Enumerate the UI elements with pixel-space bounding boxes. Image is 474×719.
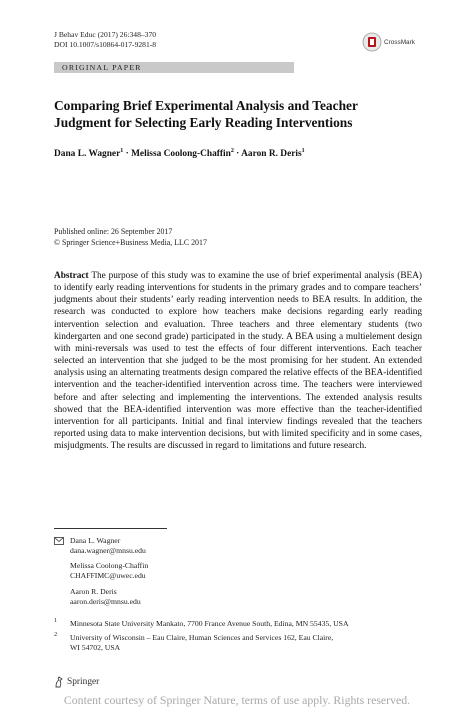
publisher-name: Springer	[67, 677, 100, 687]
author-separator: ·	[236, 149, 240, 159]
author-name[interactable]: Melissa Coolong-Chaffin	[131, 149, 231, 159]
author-separator: ·	[125, 149, 129, 159]
affiliation: Minnesota State University Mankato, 7700 France Avenue South, Edina, MN 55435, USA	[70, 619, 349, 628]
contact-block	[70, 587, 141, 607]
contact-block	[70, 536, 146, 556]
contact-name: Dana L. Wagner	[70, 536, 121, 545]
author-affiliation-mark: 2	[230, 147, 234, 154]
crossmark-icon	[362, 32, 382, 52]
footer-notice: Content courtesy of Springer Nature, terms of use apply. Rights reserved.	[63, 693, 411, 707]
contact-email[interactable]: aaron.deris@mnsu.edu	[70, 597, 141, 606]
author-name[interactable]: Aaron R. Deris	[241, 149, 302, 159]
publisher-logo	[54, 676, 99, 688]
contact-email[interactable]: dana.wagner@mnsu.edu	[70, 546, 146, 555]
abstract-heading: Abstract	[54, 271, 89, 281]
affiliation-line: University of Wisconsin – Eau Claire, Human Sciences and Services 162, Eau Claire,	[70, 633, 334, 642]
crossmark-label: CrossMark	[384, 38, 415, 46]
contact-name: Aaron R. Deris	[70, 587, 117, 596]
publication-info	[54, 227, 207, 248]
affiliation-number: 2	[54, 631, 58, 638]
contact-block	[70, 561, 148, 581]
title-line: Comparing Brief Experimental Analysis and Teacher	[54, 98, 358, 113]
crossmark-badge[interactable]	[362, 29, 424, 55]
footnote-divider	[54, 528, 167, 529]
author-list	[54, 148, 434, 160]
affiliation-number: 1	[54, 617, 58, 624]
doi[interactable]: DOI 10.1007/s10864-017-9281-8	[54, 40, 157, 49]
affiliation	[70, 633, 333, 653]
author-name[interactable]: Dana L. Wagner	[54, 149, 121, 159]
paper-title	[54, 97, 414, 131]
affiliation-line: WI 54702, USA	[70, 643, 121, 652]
author-affiliation-mark: 1	[120, 147, 124, 154]
section-label: ORIGINAL PAPER	[62, 63, 142, 72]
springer-horse-icon	[54, 676, 64, 688]
author-affiliation-mark: 1	[301, 147, 305, 154]
contact-email[interactable]: CHAFFIMC@uwec.edu	[70, 571, 146, 580]
title-line: Judgment for Selecting Early Reading Interventions	[54, 115, 353, 130]
abstract	[54, 270, 422, 452]
envelope-icon	[54, 537, 64, 545]
abstract-text: The purpose of this study was to examine the use of brief experimental analysis (BEA) to identify early reading interventions for students in the primary grades and to compare teachers’ judgments about their students’ early reading intervention needs to BEA results. In addition, the research was conducted to explore how teachers make decisions regarding early reading intervention selection and evaluation. Three teachers and three elementary students (two kindergarten and one second grade) participated in the study. A BEA using a multielement design with mini-reversals was used to test the effects of four different interventions. Each teacher selected an intervention that she judged to be the most promising for her student. An extended analysis using an alternating treatments design compared the relative effects of the BEA-identified intervention and the teacher-identified intervention across time. The teachers were interviewed before and after selecting and implementing the interventions. The extended analysis results showed that the BEA-identified intervention was more effective than the teacher-identified intervention for all participants. Initial and final interview findings revealed that the teachers reported using data to make intervention decisions, but with limited specificity and in some cases, misjudgments. The results are discussed in regard to limitations and future research.	[54, 271, 423, 452]
journal-citation: J Behav Educ (2017) 26:348–370	[54, 30, 157, 39]
contact-name: Melissa Coolong-Chaffin	[70, 561, 149, 570]
copyright-notice: © Springer Science+Business Media, LLC 2017	[54, 237, 207, 247]
published-date: Published online: 26 September 2017	[54, 227, 173, 236]
